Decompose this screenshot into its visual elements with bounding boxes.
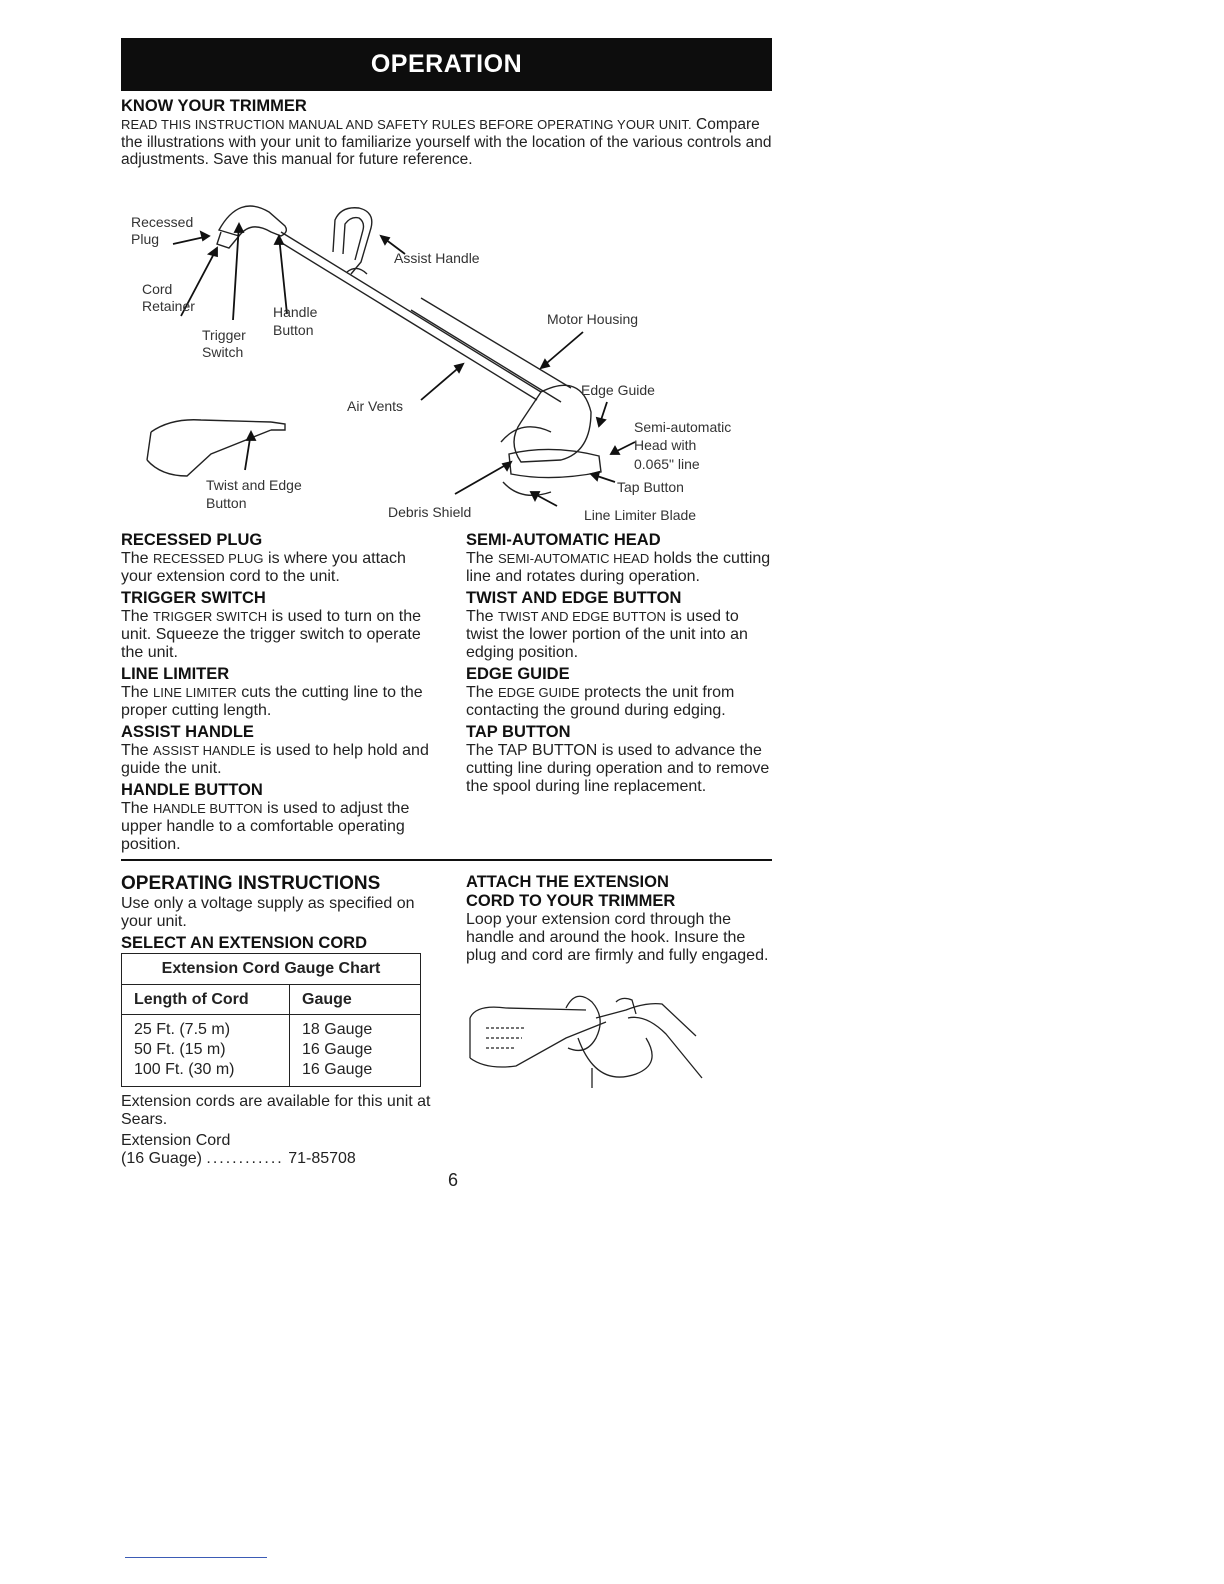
text: The (121, 684, 154, 701)
text: is used to turn on the unit. Squeeze the trigger switch to operate the unit. (121, 608, 421, 661)
text: The (121, 800, 154, 817)
voltage-text: Use only a voltage supply as specified on your unit. (121, 895, 415, 930)
select-extension-cord-heading: SELECT AN EXTENSION CORD (121, 934, 367, 952)
text: The (466, 684, 499, 701)
label-twist-edge-line2: Button (206, 495, 247, 511)
section-edge-guide (466, 665, 772, 720)
text: The (121, 608, 154, 625)
attach-heading-line1: ATTACH THE EXTENSION (466, 873, 669, 891)
table-cell: 25 Ft. (7.5 m) (134, 1021, 231, 1038)
text: is used to advance the cutting line during operation and to remove the spool during line replacement. (466, 742, 770, 795)
label-cord-retainer-line1: Cord (142, 281, 173, 297)
column-header-length: Length of Cord (122, 985, 290, 1015)
intro-caps-text: READ THIS INSTRUCTION MANUAL AND SAFETY RULES BEFORE OPERATING YOUR UNIT. (121, 117, 692, 132)
operating-instructions (121, 873, 441, 1168)
attach-text: Loop your extension cord through the handle and around the hook. Insure the plug and cord are firmly and fully engaged. (466, 911, 769, 964)
footer-rule (125, 1557, 267, 1558)
intro-block (121, 97, 772, 172)
label-semi-auto-line1: Semi-automatic (634, 419, 732, 435)
operating-instructions-heading: OPERATING INSTRUCTIONS (121, 873, 381, 894)
term: RECESSED PLUG (153, 551, 264, 566)
label-trigger-switch-line2: Switch (202, 344, 244, 360)
left-descriptions (121, 531, 437, 857)
label-debris-shield: Debris Shield (388, 504, 472, 520)
column-header-gauge: Gauge (290, 985, 421, 1015)
label-tap-button: Tap Button (617, 479, 684, 495)
section-title: RECESSED PLUG (121, 531, 263, 549)
term: SEMI-AUTOMATIC HEAD (498, 551, 650, 566)
attach-heading-line2: CORD TO YOUR TRIMMER (466, 892, 676, 910)
section-recessed-plug (121, 531, 437, 586)
label-semi-auto-line2: Head with (634, 437, 697, 453)
text: is used to adjust the upper handle to a comfortable operating position. (121, 800, 410, 853)
label-handle-button-line2: Button (273, 322, 314, 338)
section-title: TRIGGER SWITCH (121, 589, 266, 607)
gauge-column (290, 1015, 421, 1087)
section-divider (121, 859, 772, 861)
label-air-vents: Air Vents (347, 398, 404, 414)
label-motor-housing: Motor Housing (547, 311, 639, 327)
label-edge-guide: Edge Guide (581, 382, 655, 398)
right-descriptions (466, 531, 772, 799)
term: TRIGGER SWITCH (153, 609, 268, 624)
section-banner: OPERATION (121, 38, 772, 91)
know-your-trimmer-heading: KNOW YOUR TRIMMER (121, 97, 307, 115)
section-twist-and-edge-button (466, 589, 772, 662)
part-label: Extension Cord (121, 1132, 231, 1149)
table-cell: 50 Ft. (15 m) (134, 1041, 226, 1058)
length-column (122, 1015, 290, 1087)
label-semi-auto-line3: 0.065" line (634, 456, 700, 472)
section-semi-automatic-head (466, 531, 772, 586)
label-handle-button-line1: Handle (273, 304, 318, 320)
text: is used to twist the lower portion of the unit into an edging position. (466, 608, 748, 661)
section-line-limiter (121, 665, 437, 720)
label-trigger-switch-line1: Trigger (202, 327, 246, 343)
label-assist-handle: Assist Handle (394, 250, 480, 266)
part-label-gauge: (16 Guage) (121, 1150, 202, 1167)
term: ASSIST HANDLE (153, 743, 256, 758)
availability-text: Extension cords are available for this unit at Sears. (121, 1093, 431, 1128)
section-title: HANDLE BUTTON (121, 781, 263, 799)
part-number: 71-85708 (288, 1150, 356, 1167)
gauge-chart-title: Extension Cord Gauge Chart (122, 954, 421, 985)
leader-dots: ............ (206, 1150, 284, 1167)
section-title: SEMI-AUTOMATIC HEAD (466, 531, 661, 549)
term: EDGE GUIDE (498, 685, 580, 700)
text: holds the cutting line and rotates during operation. (466, 550, 771, 585)
page-number: 6 (448, 1170, 459, 1190)
text: The (466, 608, 499, 625)
term: TAP BUTTON (497, 742, 598, 759)
section-trigger-switch (121, 589, 437, 662)
attach-extension-cord (466, 873, 772, 1093)
label-recessed-plug-line1: Recessed (131, 214, 194, 230)
text: The (466, 742, 498, 759)
label-recessed-plug-line2: Plug (131, 231, 160, 247)
term: LINE LIMITER (153, 685, 237, 700)
term: TWIST AND EDGE BUTTON (498, 609, 666, 624)
section-title: LINE LIMITER (121, 665, 230, 683)
section-tap-button (466, 723, 772, 796)
section-title: TAP BUTTON (466, 723, 571, 741)
section-title: ASSIST HANDLE (121, 723, 254, 741)
label-cord-retainer-line2: Retainer (142, 298, 195, 314)
trimmer-diagram (121, 192, 772, 532)
text: The (121, 742, 154, 759)
text: protects the unit from contacting the ground during edging. (466, 684, 735, 719)
label-line-limiter-blade: Line Limiter Blade (584, 507, 697, 523)
section-title: TWIST AND EDGE BUTTON (466, 589, 682, 607)
intro-text: Compare the illustrations with your unit to familiarize yourself with the location of the various controls and adjustments. Save this manual for future reference. (121, 116, 772, 168)
part-number-line (121, 1150, 441, 1168)
term: HANDLE BUTTON (153, 801, 263, 816)
cord-attach-illustration (466, 978, 706, 1088)
table-cell: 18 Gauge (302, 1021, 373, 1038)
label-twist-edge-line1: Twist and Edge (206, 477, 302, 493)
extension-cord-gauge-chart (121, 953, 421, 1087)
text: is where you attach your extension cord to the unit. (121, 550, 406, 585)
section-handle-button (121, 781, 437, 854)
table-cell: 16 Gauge (302, 1061, 373, 1078)
text: is used to help hold and guide the unit. (121, 742, 429, 777)
text: The (121, 550, 154, 567)
section-title: EDGE GUIDE (466, 665, 570, 683)
table-cell: 16 Gauge (302, 1041, 373, 1058)
text: The (466, 550, 499, 567)
section-assist-handle (121, 723, 437, 778)
table-cell: 100 Ft. (30 m) (134, 1061, 235, 1078)
text: cuts the cutting line to the proper cutting length. (121, 684, 423, 719)
